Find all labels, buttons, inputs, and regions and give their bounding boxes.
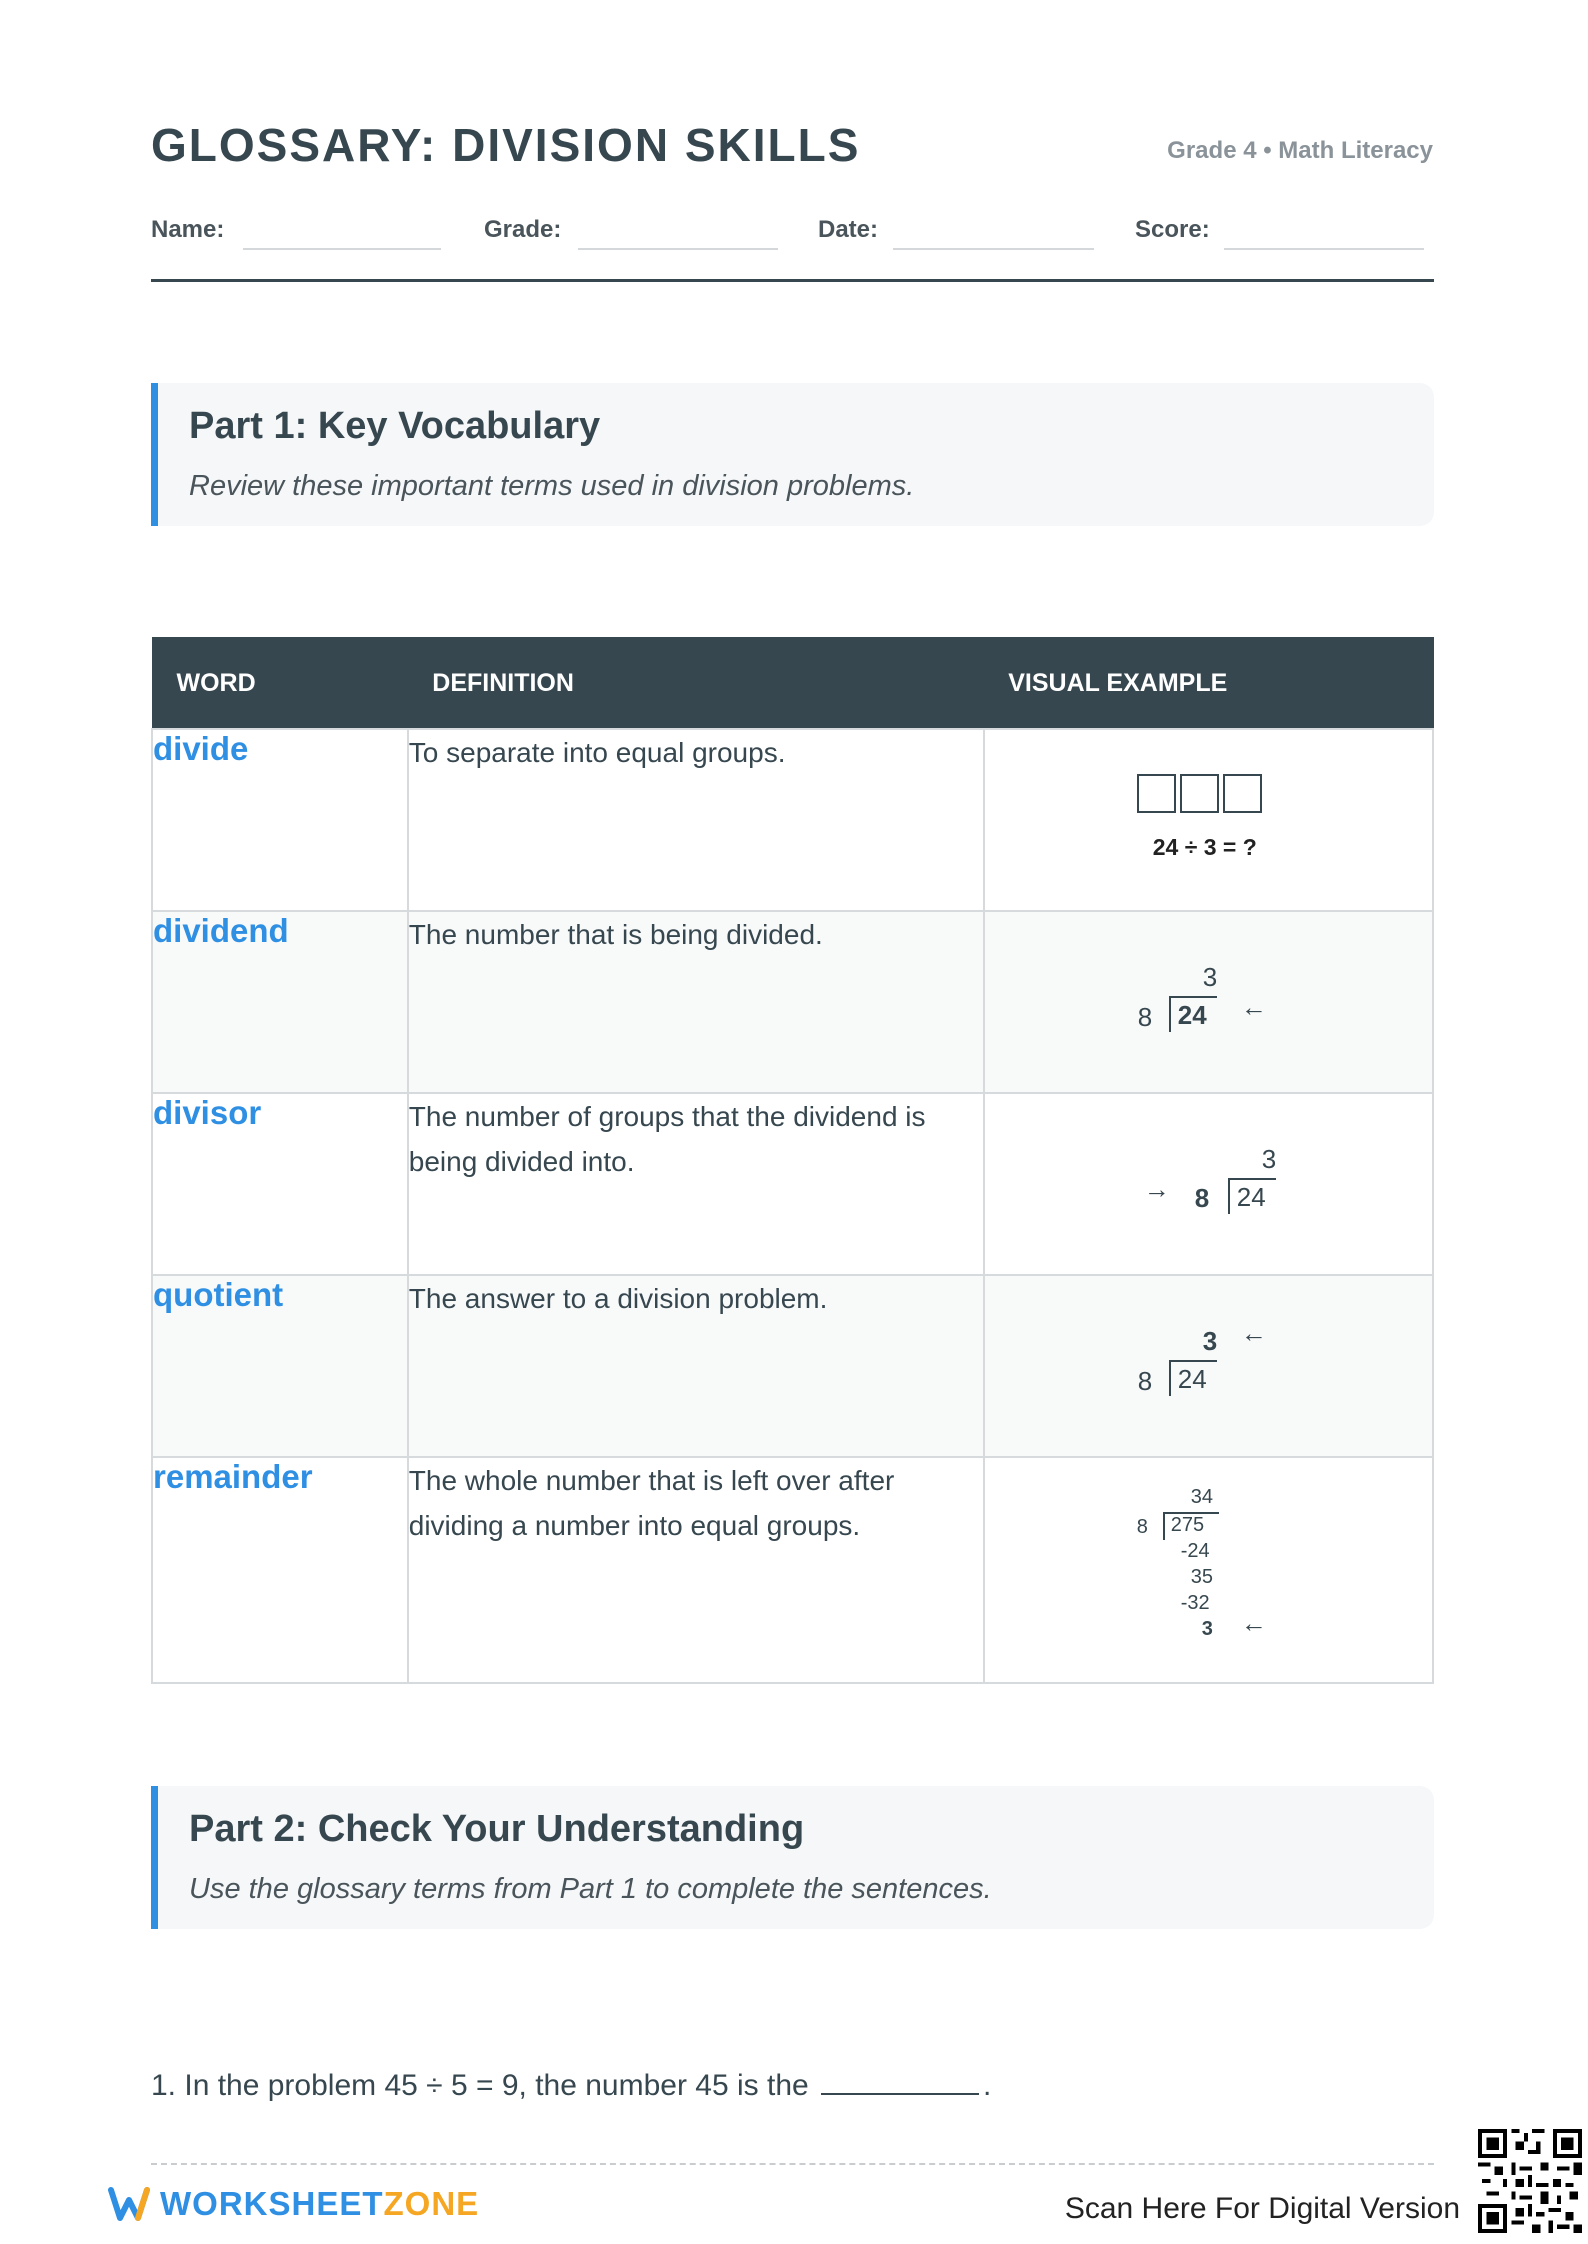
- visual-quotient: [984, 1275, 1433, 1457]
- quotient-value: 34: [1190, 1486, 1213, 1508]
- quotient-highlight: 3: [1202, 1326, 1218, 1356]
- dividend-value: 24: [1177, 1364, 1207, 1394]
- brand-name-main: WORKSHEET: [160, 2185, 384, 2222]
- dividend-value: 275: [1170, 1514, 1205, 1536]
- definition-divide: To separate into equal groups.: [408, 729, 984, 911]
- definition-quotient: The answer to a division problem.: [408, 1275, 984, 1457]
- name-label: Name:: [151, 216, 225, 243]
- qr-code-icon[interactable]: [1478, 2129, 1582, 2233]
- subtract-step-1: -24: [1180, 1540, 1210, 1562]
- example-equation: 24 ÷ 3 = ?: [1152, 834, 1257, 860]
- header-definition: DEFINITION: [408, 638, 984, 730]
- section-accent-bar: [151, 1786, 158, 1929]
- question-1-end: .: [983, 2069, 992, 2102]
- divisor-highlight: 8: [1194, 1183, 1210, 1213]
- table-row: [152, 911, 1433, 1093]
- date-field[interactable]: [893, 248, 1094, 250]
- vocabulary-table: [151, 637, 1434, 1684]
- table-header-row: [152, 638, 1433, 730]
- score-label: Score:: [1135, 216, 1210, 243]
- name-field[interactable]: [243, 248, 441, 250]
- score-field[interactable]: [1224, 248, 1424, 250]
- term-quotient: quotient: [152, 1275, 408, 1457]
- question-1-text: 1. In the problem 45 ÷ 5 = 9, the number 45 is the: [151, 2069, 809, 2102]
- grade-label: Grade:: [484, 216, 562, 243]
- bring-down-step: 35: [1190, 1566, 1213, 1588]
- dividend-highlight: 24: [1177, 1000, 1207, 1030]
- divisor-value: 8: [1137, 1366, 1153, 1396]
- question-1: [151, 2069, 991, 2103]
- brand-logo: [108, 2185, 479, 2223]
- arrow-icon: ←: [1240, 1318, 1267, 1348]
- date-label: Date:: [818, 216, 879, 243]
- answer-blank[interactable]: [821, 2093, 979, 2095]
- section-accent-bar: [151, 383, 158, 526]
- visual-dividend: [984, 911, 1433, 1093]
- table-row: [152, 1093, 1433, 1275]
- header-word: WORD: [152, 638, 408, 730]
- definition-divisor: The number of groups that the dividend is being divided into.: [408, 1093, 984, 1275]
- worksheetzone-logo-icon: [108, 2186, 150, 2222]
- remainder-highlight: 3: [1201, 1618, 1213, 1640]
- quotient-value: 3: [1261, 1144, 1277, 1174]
- definition-remainder: The whole number that is left over after dividing a number into equal groups.: [408, 1457, 984, 1683]
- part1-title: Part 1: Key Vocabulary: [189, 405, 601, 447]
- table-row: [152, 1275, 1433, 1457]
- arrow-icon: →: [1143, 1174, 1170, 1204]
- group-boxes: [1135, 774, 1264, 818]
- visual-remainder: [984, 1457, 1433, 1683]
- divisor-value: 8: [1136, 1516, 1148, 1538]
- term-divide: divide: [152, 729, 408, 911]
- definition-dividend: The number that is being divided.: [408, 911, 984, 1093]
- part2-title: Part 2: Check Your Understanding: [189, 1808, 805, 1850]
- scan-instruction: Scan Here For Digital Version: [1064, 2192, 1460, 2225]
- grade-subject-label: Grade 4 • Math Literacy: [1167, 137, 1433, 164]
- group-box: [1137, 774, 1176, 813]
- page-title: GLOSSARY: DIVISION SKILLS: [151, 119, 861, 171]
- grade-field[interactable]: [578, 248, 778, 250]
- arrow-icon: ←: [1240, 1608, 1267, 1638]
- visual-divisor: [984, 1093, 1433, 1275]
- part2-instructions: Use the glossary terms from Part 1 to complete the sentences.: [189, 1873, 992, 1905]
- part1-section: [151, 383, 1434, 526]
- divisor-value: 8: [1137, 1002, 1153, 1032]
- group-box: [1223, 774, 1262, 813]
- subtract-step-2: -32: [1180, 1592, 1210, 1614]
- term-divisor: divisor: [152, 1093, 408, 1275]
- part2-section: [151, 1786, 1434, 1929]
- part1-instructions: Review these important terms used in division problems.: [189, 470, 915, 502]
- header-visual: VISUAL EXAMPLE: [984, 638, 1433, 730]
- header-divider: [151, 279, 1434, 282]
- visual-divide: [984, 729, 1433, 911]
- term-dividend: dividend: [152, 911, 408, 1093]
- group-box: [1180, 774, 1219, 813]
- footer-divider: [151, 2163, 1434, 2165]
- arrow-icon: ←: [1240, 992, 1267, 1022]
- dividend-value: 24: [1236, 1182, 1266, 1212]
- term-remainder: remainder: [152, 1457, 408, 1683]
- table-row: [152, 1457, 1433, 1683]
- quotient-value: 3: [1202, 962, 1218, 992]
- brand-name-accent: ZONE: [383, 2185, 480, 2222]
- table-row: [152, 729, 1433, 911]
